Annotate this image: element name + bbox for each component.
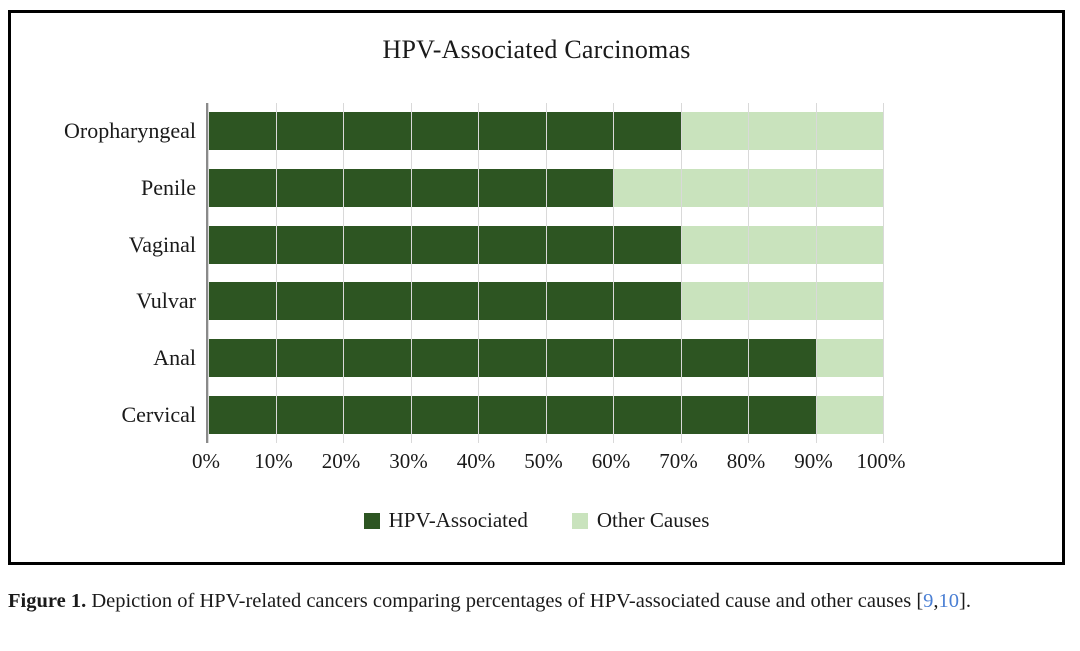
legend-swatch — [572, 513, 588, 529]
caption-comma: , — [933, 590, 939, 612]
legend-label: HPV-Associated — [388, 508, 528, 532]
gridline — [478, 103, 479, 443]
bar-segment — [208, 339, 816, 377]
legend-label: Other Causes — [596, 508, 710, 532]
chart-frame — [8, 10, 1065, 565]
gridline — [208, 103, 209, 443]
caption-reference-10[interactable]: 10 — [938, 590, 960, 612]
caption-reference-9[interactable]: 9 — [923, 590, 934, 612]
x-axis-tick-label: 30% — [389, 449, 428, 473]
x-axis-tick-label: 60% — [591, 449, 631, 473]
x-axis-tick-label: 0% — [192, 449, 220, 473]
x-axis-tick-label: 80% — [726, 449, 766, 473]
bar-category-label: Anal — [153, 344, 196, 370]
gridline — [276, 103, 277, 443]
bar-category-label: Penile — [141, 174, 196, 200]
x-axis-tick-label: 10% — [254, 449, 293, 473]
legend-swatch — [364, 513, 380, 529]
bar-segment — [208, 112, 681, 150]
bar-segment — [208, 282, 681, 320]
x-axis-tick-label: 20% — [321, 449, 361, 473]
chart-title: HPV-Associated Carcinomas — [382, 35, 691, 64]
bar-category-label: Oropharyngeal — [64, 118, 196, 144]
bar-category-label: Vulvar — [136, 288, 196, 314]
caption-text-before: Depiction of HPV-related cancers comparing percentages of HPV-associated cause and other causes [ — [86, 590, 924, 612]
gridline — [748, 103, 749, 443]
figure-container — [8, 10, 1068, 616]
caption-label: Figure 1. — [8, 590, 87, 612]
x-axis — [192, 449, 906, 479]
legend-item[interactable] — [572, 508, 710, 533]
plot-area — [64, 103, 883, 443]
caption-text-after: ]. — [959, 590, 971, 612]
bar-segment — [816, 339, 884, 377]
bar-segment — [208, 226, 681, 264]
gridline — [883, 103, 884, 443]
bar-category-label: Cervical — [121, 401, 196, 427]
gridline — [411, 103, 412, 443]
x-axis-tick-label: 90% — [794, 449, 833, 473]
legend-item[interactable] — [364, 508, 528, 533]
gridline — [343, 103, 344, 443]
gridline — [546, 103, 547, 443]
x-axis-tick-label: 70% — [659, 449, 698, 473]
figure-caption — [8, 587, 1058, 616]
bar-segment — [681, 226, 884, 264]
x-axis-tick-label: 100% — [856, 449, 906, 473]
bar-segment — [681, 282, 884, 320]
chart-legend — [11, 508, 1062, 533]
gridline — [681, 103, 682, 443]
x-axis-tick-label: 50% — [524, 449, 563, 473]
bar-segment — [816, 396, 884, 434]
x-axis-tick-label: 40% — [456, 449, 496, 473]
gridline — [613, 103, 614, 443]
bar-category-label: Vaginal — [128, 231, 196, 257]
bar-segment — [208, 396, 816, 434]
bar-segment — [681, 112, 884, 150]
gridline — [816, 103, 817, 443]
